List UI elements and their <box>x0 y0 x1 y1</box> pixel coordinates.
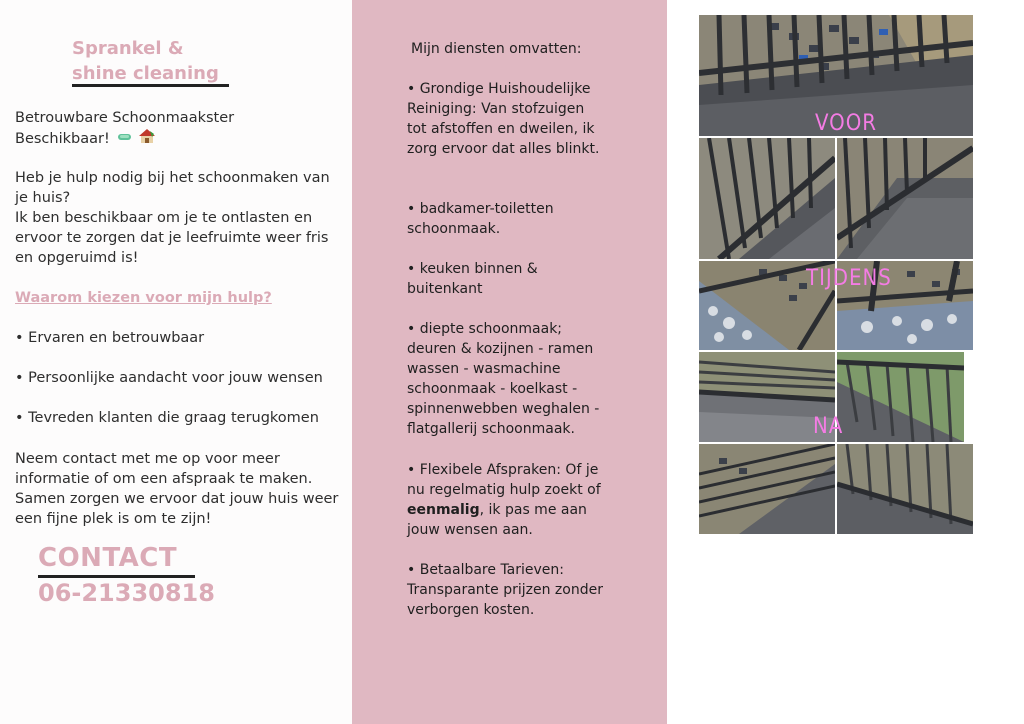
service-item-price: • Betaalbare Tarieven: Transparante prijzen zonder verborgen kosten. <box>407 562 603 618</box>
brand-line-2: shine cleaning <box>72 63 219 84</box>
brand-line-1: Sprankel & <box>72 38 184 59</box>
service-item: • Grondige Huishoudelijke Reiniging: Van stofzuigen tot afstoffen en dweilen, ik zorg ervoor dat alles blinkt. <box>407 81 600 157</box>
label-after: NA <box>813 414 844 439</box>
help-offer: Ik ben beschikbaar om je te ontlasten en ervoor te zorgen dat je leefruimte weer fris en opgeruimd is! <box>15 210 329 266</box>
label-before: VOOR <box>815 111 878 136</box>
broom-icon <box>117 129 135 149</box>
service-item: • keuken binnen & buitenkant <box>407 261 538 297</box>
benefit-item: • Tevreden klanten die graag terugkomen <box>15 410 319 426</box>
service-item: • diepte schoonmaak; deuren & kozijnen - ramen wassen - wasmachine schoonmaak - koelkast - spinnenwebben weghalen - flatgallerij schoonmaak. <box>407 321 600 437</box>
contact-text <box>15 449 340 529</box>
intro-text <box>15 108 340 150</box>
contact-underline <box>38 575 195 578</box>
photo-after-bottom-right <box>837 444 973 534</box>
benefit-item: • Persoonlijke aandacht voor jouw wensen <box>15 370 323 386</box>
brand-title <box>72 36 232 86</box>
photo-after-bottom-left <box>699 444 835 534</box>
photo-before <box>699 15 973 136</box>
help-text <box>15 168 340 268</box>
service-item: • badkamer-toiletten schoonmaak. <box>407 201 554 237</box>
flex-bold: eenmalig <box>407 502 480 518</box>
help-question: Heb je hulp nodig bij het schoonmaken van je huis? <box>15 170 330 206</box>
contact-title: CONTACT <box>38 543 178 573</box>
intro-line-2: Beschikbaar! <box>15 131 110 147</box>
services-heading: Mijn diensten omvatten: <box>411 41 582 57</box>
photo-before-right <box>837 138 973 259</box>
benefit-item: • Ervaren en betrouwbaar <box>15 330 205 346</box>
flex-text: • Flexibele Afspraken: Of je nu regelmatig hulp zoekt of <box>407 462 601 498</box>
photo-after-right <box>837 352 964 442</box>
label-during: TIJDENS <box>806 266 892 291</box>
why-heading: Waarom kiezen voor mijn hulp? <box>15 290 272 306</box>
contact-invite: Neem contact met me op voor meer informatie of om een afspraak te maken. <box>15 451 313 487</box>
intro-line-1: Betrouwbare Schoonmaakster <box>15 110 235 126</box>
brand-underline <box>72 84 229 87</box>
flex-text-end: , ik pas me aan jouw wensen aan. <box>407 502 587 538</box>
photo-before-left <box>699 138 835 259</box>
contact-phone[interactable]: 06-21330818 <box>38 579 215 607</box>
contact-closing: Samen zorgen we ervoor dat jouw huis weer een fijne plek is om te zijn! <box>15 491 339 527</box>
house-icon <box>138 128 156 150</box>
service-item-flexible <box>407 460 607 540</box>
